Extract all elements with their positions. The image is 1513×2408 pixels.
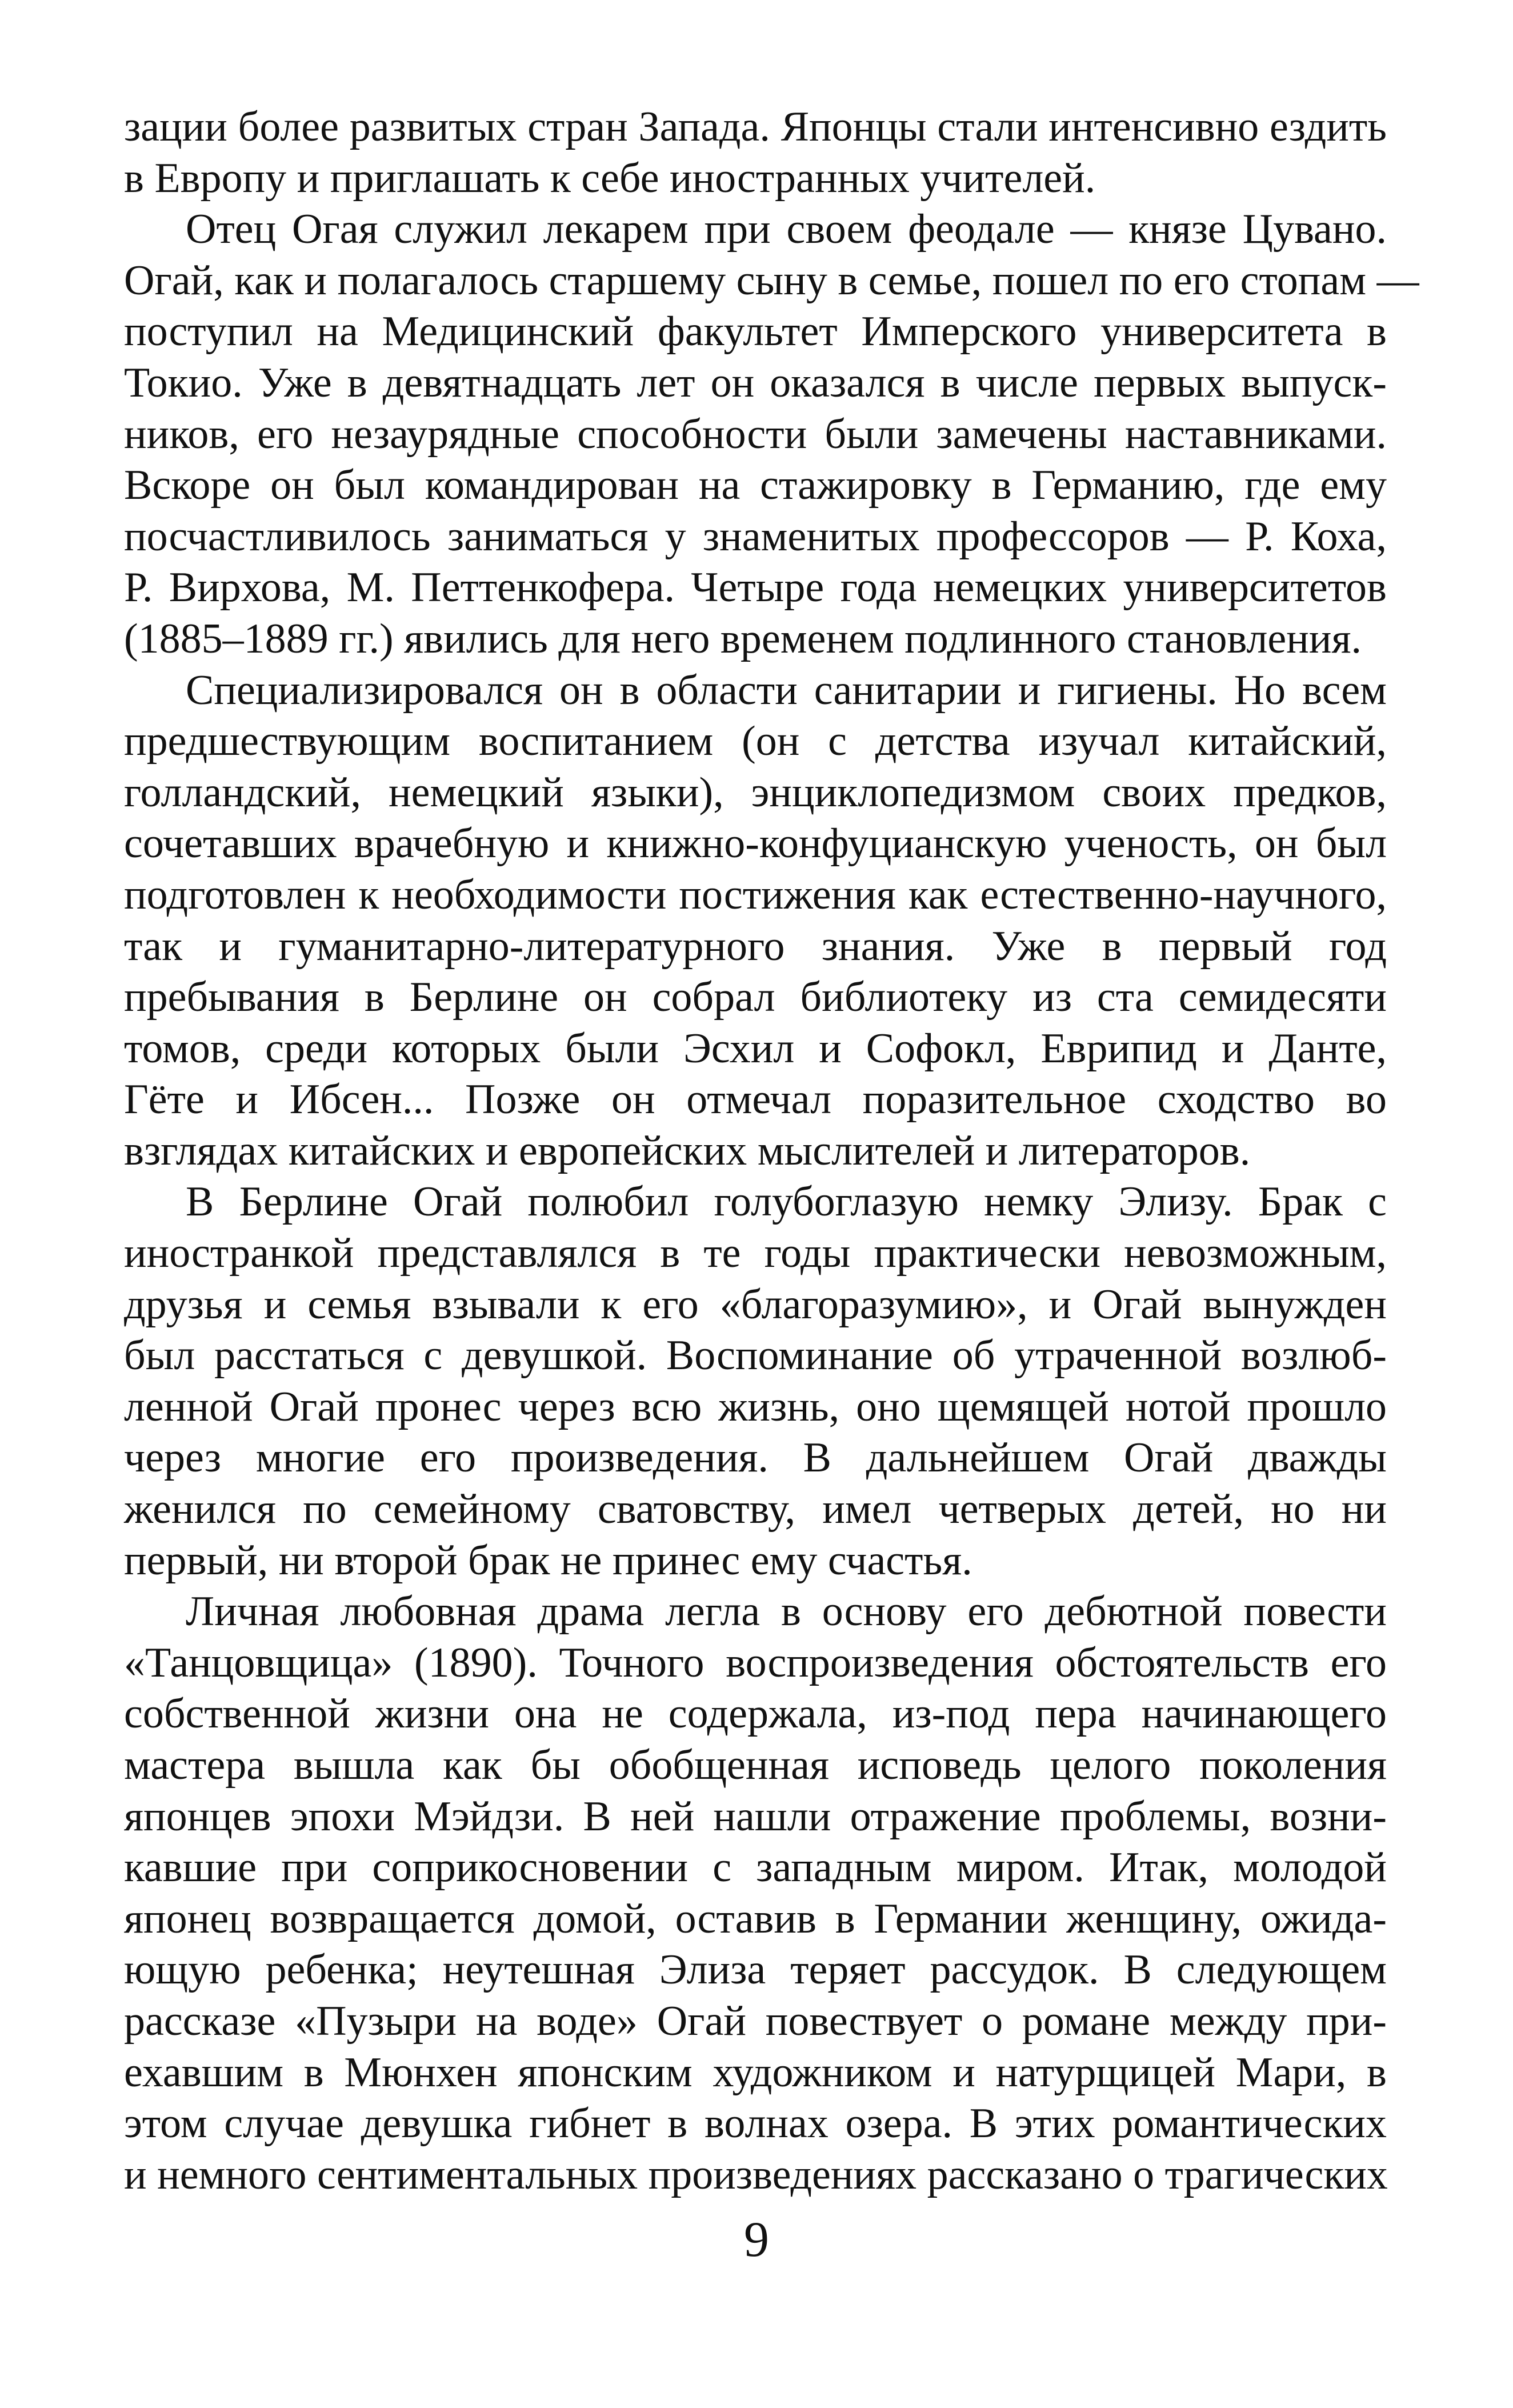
text-line: женился по семейному сватовству, имел четверых детей, но ни — [124, 1486, 1387, 1533]
text-line: взглядах китайских и европейских мыслителей и литераторов. — [124, 1127, 1251, 1174]
text-line: Гёте и Ибсен... Позже он отмечал поразительное сходство во — [124, 1076, 1387, 1123]
text-line: поступил на Медицинский факультет Имперского университета в — [124, 308, 1387, 355]
text-line: и немного сентиментальных произведениях рассказано о трагических — [124, 2151, 1388, 2198]
text-line: Р. Вирхова, М. Петтенкофера. Четыре года немецких университетов — [124, 564, 1387, 611]
text-line: «Танцовщица» (1890). Точного воспроизведения обстоятельств его — [124, 1639, 1387, 1686]
text-line: через многие его произведения. В дальнейшем Огай дважды — [124, 1434, 1387, 1482]
text-line: Вскоре он был командирован на стажировку в Германию, где ему — [124, 462, 1387, 509]
text-line: в Европу и приглашать к себе иностранных учителей. — [124, 154, 1096, 202]
text-line: ющую ребенка; неутешная Элиза теряет рассудок. В следующем — [124, 1946, 1387, 1994]
text-line: ленной Огай пронес через всю жизнь, оно щемящей нотой прошло — [124, 1383, 1387, 1430]
page-number: 9 — [744, 2212, 769, 2267]
text-line: друзья и семья взывали к его «благоразумию», и Огай вынужден — [124, 1281, 1387, 1328]
text-line: японец возвращается домой, оставив в Германии женщину, ожида- — [124, 1895, 1387, 1942]
text-line: рассказе «Пузыри на воде» Огай повествует о романе между при- — [124, 1997, 1387, 2045]
paragraph-4 — [124, 1177, 1387, 1586]
text-line: Огай, как и полагалось старшему сыну в семье, пошел по его стопам — — [124, 257, 1419, 304]
text-line: собственной жизни она не содержала, из-под пера начинающего — [124, 1690, 1387, 1738]
text-line: этом случае девушка гибнет в волнах озера. В этих романтических — [124, 2100, 1387, 2147]
text-line: предшествующим воспитанием (он с детства изучал китайский, — [124, 718, 1387, 765]
text-line: В Берлине Огай полюбил голубоглазую немку Элизу. Брак с — [186, 1178, 1387, 1226]
text-line: Токио. Уже в девятнадцать лет он оказался в числе первых выпуск- — [124, 359, 1387, 406]
text-line: Личная любовная драма легла в основу его дебютной повести — [186, 1588, 1387, 1635]
text-line: мастера вышла как бы обобщенная исповедь целого поколения — [124, 1742, 1387, 1789]
text-line: первый, ни второй брак не принес ему счастья. — [124, 1537, 972, 1584]
text-line: Специализировался он в области санитарии и гигиены. Но всем — [186, 666, 1387, 714]
text-line: был расстаться с девушкой. Воспоминание об утраченной возлюб- — [124, 1332, 1387, 1379]
text-line: иностранкой представлялся в те годы практически невозможным, — [124, 1230, 1387, 1277]
text-line: пребывания в Берлине он собрал библиотеку из ста семидесяти — [124, 974, 1387, 1021]
paragraph-5 — [124, 1586, 1387, 2201]
text-line: голландский, немецкий языки), энциклопедизмом своих предков, — [124, 769, 1387, 816]
text-line: (1885–1889 гг.) явились для него временем подлинного становления. — [124, 615, 1362, 662]
text-line: томов, среди которых были Эсхил и Софокл, Еврипид и Данте, — [124, 1025, 1387, 1072]
page-body — [124, 102, 1419, 2201]
text-line: ников, его незаурядные способности были замечены наставниками. — [124, 410, 1387, 458]
text-line: ехавшим в Мюнхен японским художником и натурщицей Мари, в — [124, 2049, 1387, 2096]
text-line: японцев эпохи Мэйдзи. В ней нашли отражение проблемы, возни- — [124, 1793, 1387, 1840]
paragraph-3 — [124, 665, 1387, 1177]
paragraph-2 — [124, 204, 1419, 665]
text-line: так и гуманитарно-литературного знания. Уже в первый год — [124, 922, 1387, 970]
text-line: сочетавших врачебную и книжно-конфуцианскую ученость, он был — [124, 820, 1387, 867]
text-line: подготовлен к необходимости постижения как естественно-научного, — [124, 871, 1387, 918]
text-line: зации более развитых стран Запада. Японцы стали интенсивно ездить — [124, 103, 1387, 150]
text-line: Отец Огая служил лекарем при своем феодале — князе Цувано. — [186, 206, 1387, 253]
paragraph-1 — [124, 102, 1387, 204]
text-line: посчастливилось заниматься у знаменитых профессоров — Р. Коха, — [124, 513, 1387, 560]
text-line: кавшие при соприкосновении с западным миром. Итак, молодой — [124, 1844, 1387, 1891]
